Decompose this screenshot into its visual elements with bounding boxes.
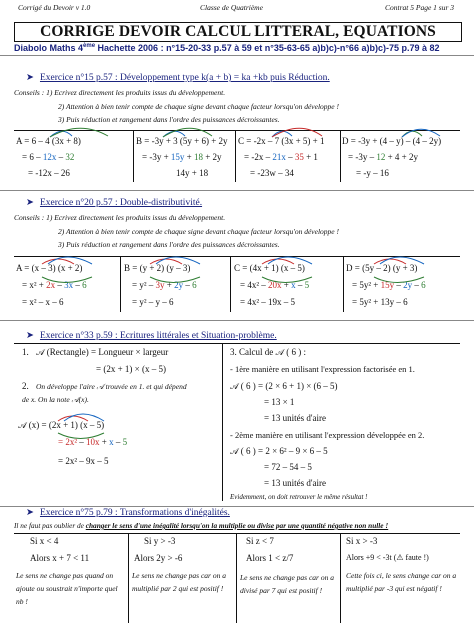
ex33-q2-line2: = 2x² – 10x + x – 5 (58, 437, 128, 447)
ex33-q3-note: Evidemment, on doit retrouver le même résultat ! (230, 493, 368, 501)
ex33-q3-b1: - 2ème manière en utilisant l'expression développée en 2. (230, 430, 425, 440)
ex20-D-line2: = 5y² + 15y – 2y – 6 (352, 280, 426, 290)
arc (374, 259, 406, 264)
ex75-b-note: Le sens ne change pas car on a multiplié par 2 qui est positif ! (132, 571, 226, 593)
ex20-C-line1: C = (4x + 1) (x – 5) (234, 263, 305, 273)
subtitle: Diabolo Maths 4ème Hachette 2006 : n°15-20-33 p.57 à 59 et n°35-63-65 a)b)c)-n°66 a)b)c)-75 p.79 à 82 (14, 43, 440, 53)
ex33-q1-label: 1. (22, 347, 29, 357)
arrow-icon: ➤ (26, 331, 34, 341)
ex20-B-line1: B = (y + 2) (y – 3) (124, 263, 191, 273)
ex33-q2-text2: de x. On la note 𝒜(x). (22, 395, 89, 404)
ex33-q3-title: 3. Calcul de 𝒜 ( 6 ) : (230, 347, 306, 357)
ex15-A-line1: A = 6 – 4 (3x + 8) (16, 136, 81, 146)
arc (272, 128, 322, 137)
ex20-conseil-2: 2) Attention à bien tenir compte de chaque signe devant chaque facteur lorsqu'on développe ! (58, 227, 339, 236)
arc (50, 128, 108, 137)
ex20-C-line3: = 4x² – 19x – 5 (240, 297, 296, 307)
arc (64, 414, 104, 421)
ex75-c-note: Le sens ne change pas car on a divisé par 7 qui est positif ! (240, 573, 334, 595)
ex20-heading: ➤ Exercice n°20 p.57 : Double-distributivité. (26, 198, 203, 208)
ex75-d-line2: Alors +9 < -3t (⚠ faute !) (346, 553, 429, 562)
arc (262, 277, 312, 283)
arrow-icon: ➤ (26, 198, 34, 208)
ex33-q2-label: 2. (22, 381, 29, 391)
arc (163, 128, 212, 137)
ex15-B-line1: B = -3y + 3 (5y + 6) + 2y (136, 136, 228, 146)
ex33-q2-line1: 𝒜 (x) = (2x + 1) (x – 5) (18, 420, 105, 430)
ex33-q1-eq: = (2x + 1) × (x – 5) (96, 364, 166, 374)
arc (42, 259, 74, 264)
ex75-a-line2: Alors x + 7 < 11 (30, 553, 90, 563)
ex15-C-line2: = -2x – 21x – 35 + 1 (244, 152, 318, 162)
arc (374, 277, 424, 283)
arc (58, 433, 104, 439)
ex33-q3-a1: - 1ère manière en utilisant l'expression factorisée en 1. (230, 364, 415, 374)
ex75-c-line1: Si z < 7 (246, 536, 274, 546)
ex33-q1-line: 𝒜 (Rectangle) = Longueur × largeur (36, 347, 169, 357)
ex75-warning: Il ne faut pas oublier de changer le sens d'une inégalité lorsqu'on la multiplie ou divise par une quantité négative non nulle ! (14, 521, 389, 530)
ex75-a-line1: Si x < 4 (30, 536, 59, 546)
ex20-A-line3: = x² – x – 6 (22, 297, 64, 307)
ex15-conseil-3: 3) Puis réduction et rangement dans l'ordre des puissances décroissantes. (58, 115, 280, 124)
arc (268, 257, 312, 264)
arc (380, 257, 424, 264)
ex15-heading: ➤ Exercice n°15 p.57 : Développement type k(a + b) = ka +kb puis Réduction. (26, 73, 330, 83)
ex33-q3-a3: = 13 × 1 (264, 397, 295, 407)
ex20-D-line1: D = (5y – 2) (y + 3) (346, 263, 418, 273)
header-left: Corrigé du Devoir v 1.0 (18, 3, 91, 12)
ex75-c-line2: Alors 1 < z/7 (246, 553, 294, 563)
page-title: CORRIGE DEVOIR CALCUL LITTERAL, EQUATIONS (14, 22, 462, 42)
ex33-q2-line3: = 2x² – 9x – 5 (58, 456, 109, 466)
ex33-q2-text1: On développe l'aire 𝒜 trouvée en 1. et qui dépend (36, 382, 187, 391)
ex20-A-line2: = x² + 2x – 3x – 6 (22, 280, 87, 290)
ex20-conseil-1: Conseils : 1) Ecrivez directement les produits issus du développement. (14, 213, 226, 222)
ex33-q3-a4: = 13 unités d'aire (264, 413, 326, 423)
ex20-conseil-3: 3) Puis réduction et rangement dans l'ordre des puissances décroissantes. (58, 240, 280, 249)
ex15-B-line2: = -3y + 15y + 18 + 2y (142, 152, 222, 162)
ex15-conseil-1: Conseils : 1) Ecrivez directement les produits issus du développement. (14, 88, 226, 97)
ex75-d-line1: Si x > -3 (346, 536, 378, 546)
ex15-D-line3: = -y – 16 (356, 168, 389, 178)
ex33-q3-b2: 𝒜 ( 6 ) = 2 × 6² – 9 × 6 – 5 (230, 446, 328, 456)
ex20-C-line2: = 4x² – 20x + x – 5 (240, 280, 310, 290)
ex75-b-line1: Si y > -3 (144, 536, 176, 546)
arrow-icon: ➤ (26, 73, 34, 83)
arc (262, 259, 294, 264)
ex20-B-line2: = y² – 3y + 2y – 6 (132, 280, 197, 290)
arc (150, 277, 200, 283)
arrow-icon: ➤ (26, 508, 34, 518)
ex75-d-note: Cette fois ci, le sens change car on a multiplié par -3 qui est négatif ! (346, 571, 457, 593)
ex15-B-line3: 14y + 18 (176, 168, 209, 178)
ex33-q3-a2: 𝒜 ( 6 ) = (2 × 6 + 1) × (6 – 5) (230, 381, 338, 391)
ex20-B-line3: = y² – y – 6 (132, 297, 174, 307)
ex33-heading: ➤ Exercice n°33 p.59 : Ecritures littérales et Situation-problème. (26, 331, 277, 341)
header-center: Classe de Quatrième (200, 3, 263, 12)
arc (150, 259, 182, 264)
arc (58, 416, 88, 421)
ex75-heading: ➤ Exercice n°75 p.79 : Transformations d'inégalités. (26, 508, 230, 518)
ex15-A-line2: = 6 – 12x – 32 (22, 152, 75, 162)
arc (48, 257, 92, 264)
ex15-C-line1: C = -2x – 7 (3x + 5) + 1 (238, 136, 325, 146)
ex33-q3-b3: = 72 – 54 – 5 (264, 462, 312, 472)
header-right: Contrat 5 Page 1 sur 3 (385, 3, 454, 12)
ex15-A-line3: = -12x – 26 (28, 168, 70, 178)
ex15-conseil-2: 2) Attention à bien tenir compte de chaque signe devant chaque facteur lorsqu'on développe ! (58, 102, 339, 111)
ex15-C-line3: = -23w – 34 (250, 168, 294, 178)
ex33-q3-b4: = 13 unités d'aire (264, 478, 326, 488)
arc (402, 129, 440, 137)
arc (163, 131, 185, 137)
ex20-A-line1: A = (x – 3) (x + 2) (16, 263, 83, 273)
ex20-D-line3: = 5y² + 13y – 6 (352, 297, 408, 307)
ex15-D-line2: = -3y – 12 + 4 + 2y (348, 152, 418, 162)
ex15-D-line1: D = -3y + (4 – y) – (4 – 2y) (342, 136, 442, 146)
arc (156, 257, 200, 264)
ex75-a-note: Le sens ne change pas quand on ajoute ou soustrait n'importe quel nb ! (16, 571, 118, 606)
ex75-b-line2: Alors 2y > -6 (134, 553, 183, 563)
arc (42, 277, 92, 283)
